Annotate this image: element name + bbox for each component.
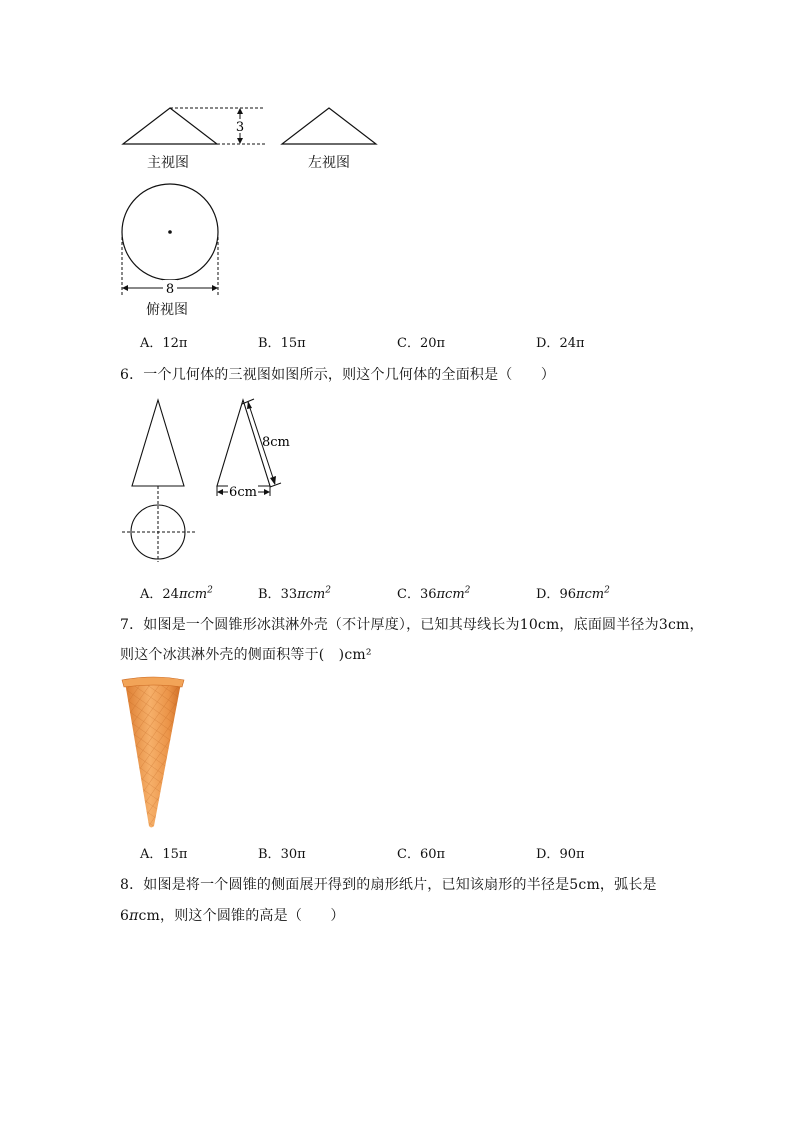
q6-stem: 6．一个几何体的三视图如图所示，则这个几何体的全面积是（ ） (120, 367, 556, 383)
side-view-triangle (282, 108, 376, 144)
q8-stem-line2: 6πcm，则这个圆锥的高是（ ） (120, 908, 345, 924)
q6-option-b[interactable]: B．33πcm$^2$ (258, 585, 331, 602)
q5-option-d[interactable]: D．24π (536, 336, 585, 351)
diameter-dimension: 8 (165, 282, 175, 297)
q8-stem-line1: 8．如图是将一个圆锥的侧面展开得到的扇形纸片，已知该扇形的半径是5cm，弧长是 (120, 877, 657, 893)
q6-option-d[interactable]: D．96πcm$^2$ (536, 585, 610, 602)
q7-stem-line2: 则这个冰淇淋外壳的侧面积等于( )cm² (120, 647, 372, 663)
q6-option-a[interactable]: A．24πcm$^2$ (140, 585, 213, 602)
base-dimension: 6cm (229, 485, 257, 500)
q5-option-a[interactable]: A．12π (140, 336, 188, 351)
center-dot (168, 230, 172, 234)
height-dimension: 3 (235, 120, 245, 135)
q5-three-views-figure (110, 95, 390, 325)
ice-cream-cone-image (118, 674, 190, 830)
q6-three-views-figure (118, 390, 308, 570)
front-view-triangle (123, 108, 217, 144)
top-view-label: 俯视图 (146, 302, 188, 318)
side-view-label: 左视图 (308, 155, 350, 171)
q7-option-a[interactable]: A．15π (140, 847, 188, 862)
q6-front-view-triangle (132, 400, 184, 486)
q7-stem-line1: 7．如图是一个圆锥形冰淇淋外壳（不计厚度），已知其母线长为10cm，底面圆半径为3cm， (120, 617, 704, 633)
slant-dimension: 8cm (262, 435, 290, 450)
q7-option-b[interactable]: B．30π (258, 847, 306, 862)
q5-option-b[interactable]: B．15π (258, 336, 306, 351)
q6-option-c[interactable]: C．36πcm$^2$ (397, 585, 471, 602)
q5-option-c[interactable]: C．20π (397, 336, 446, 351)
q7-option-d[interactable]: D．90π (536, 847, 585, 862)
q7-option-c[interactable]: C．60π (397, 847, 446, 862)
front-view-label: 主视图 (147, 155, 189, 171)
